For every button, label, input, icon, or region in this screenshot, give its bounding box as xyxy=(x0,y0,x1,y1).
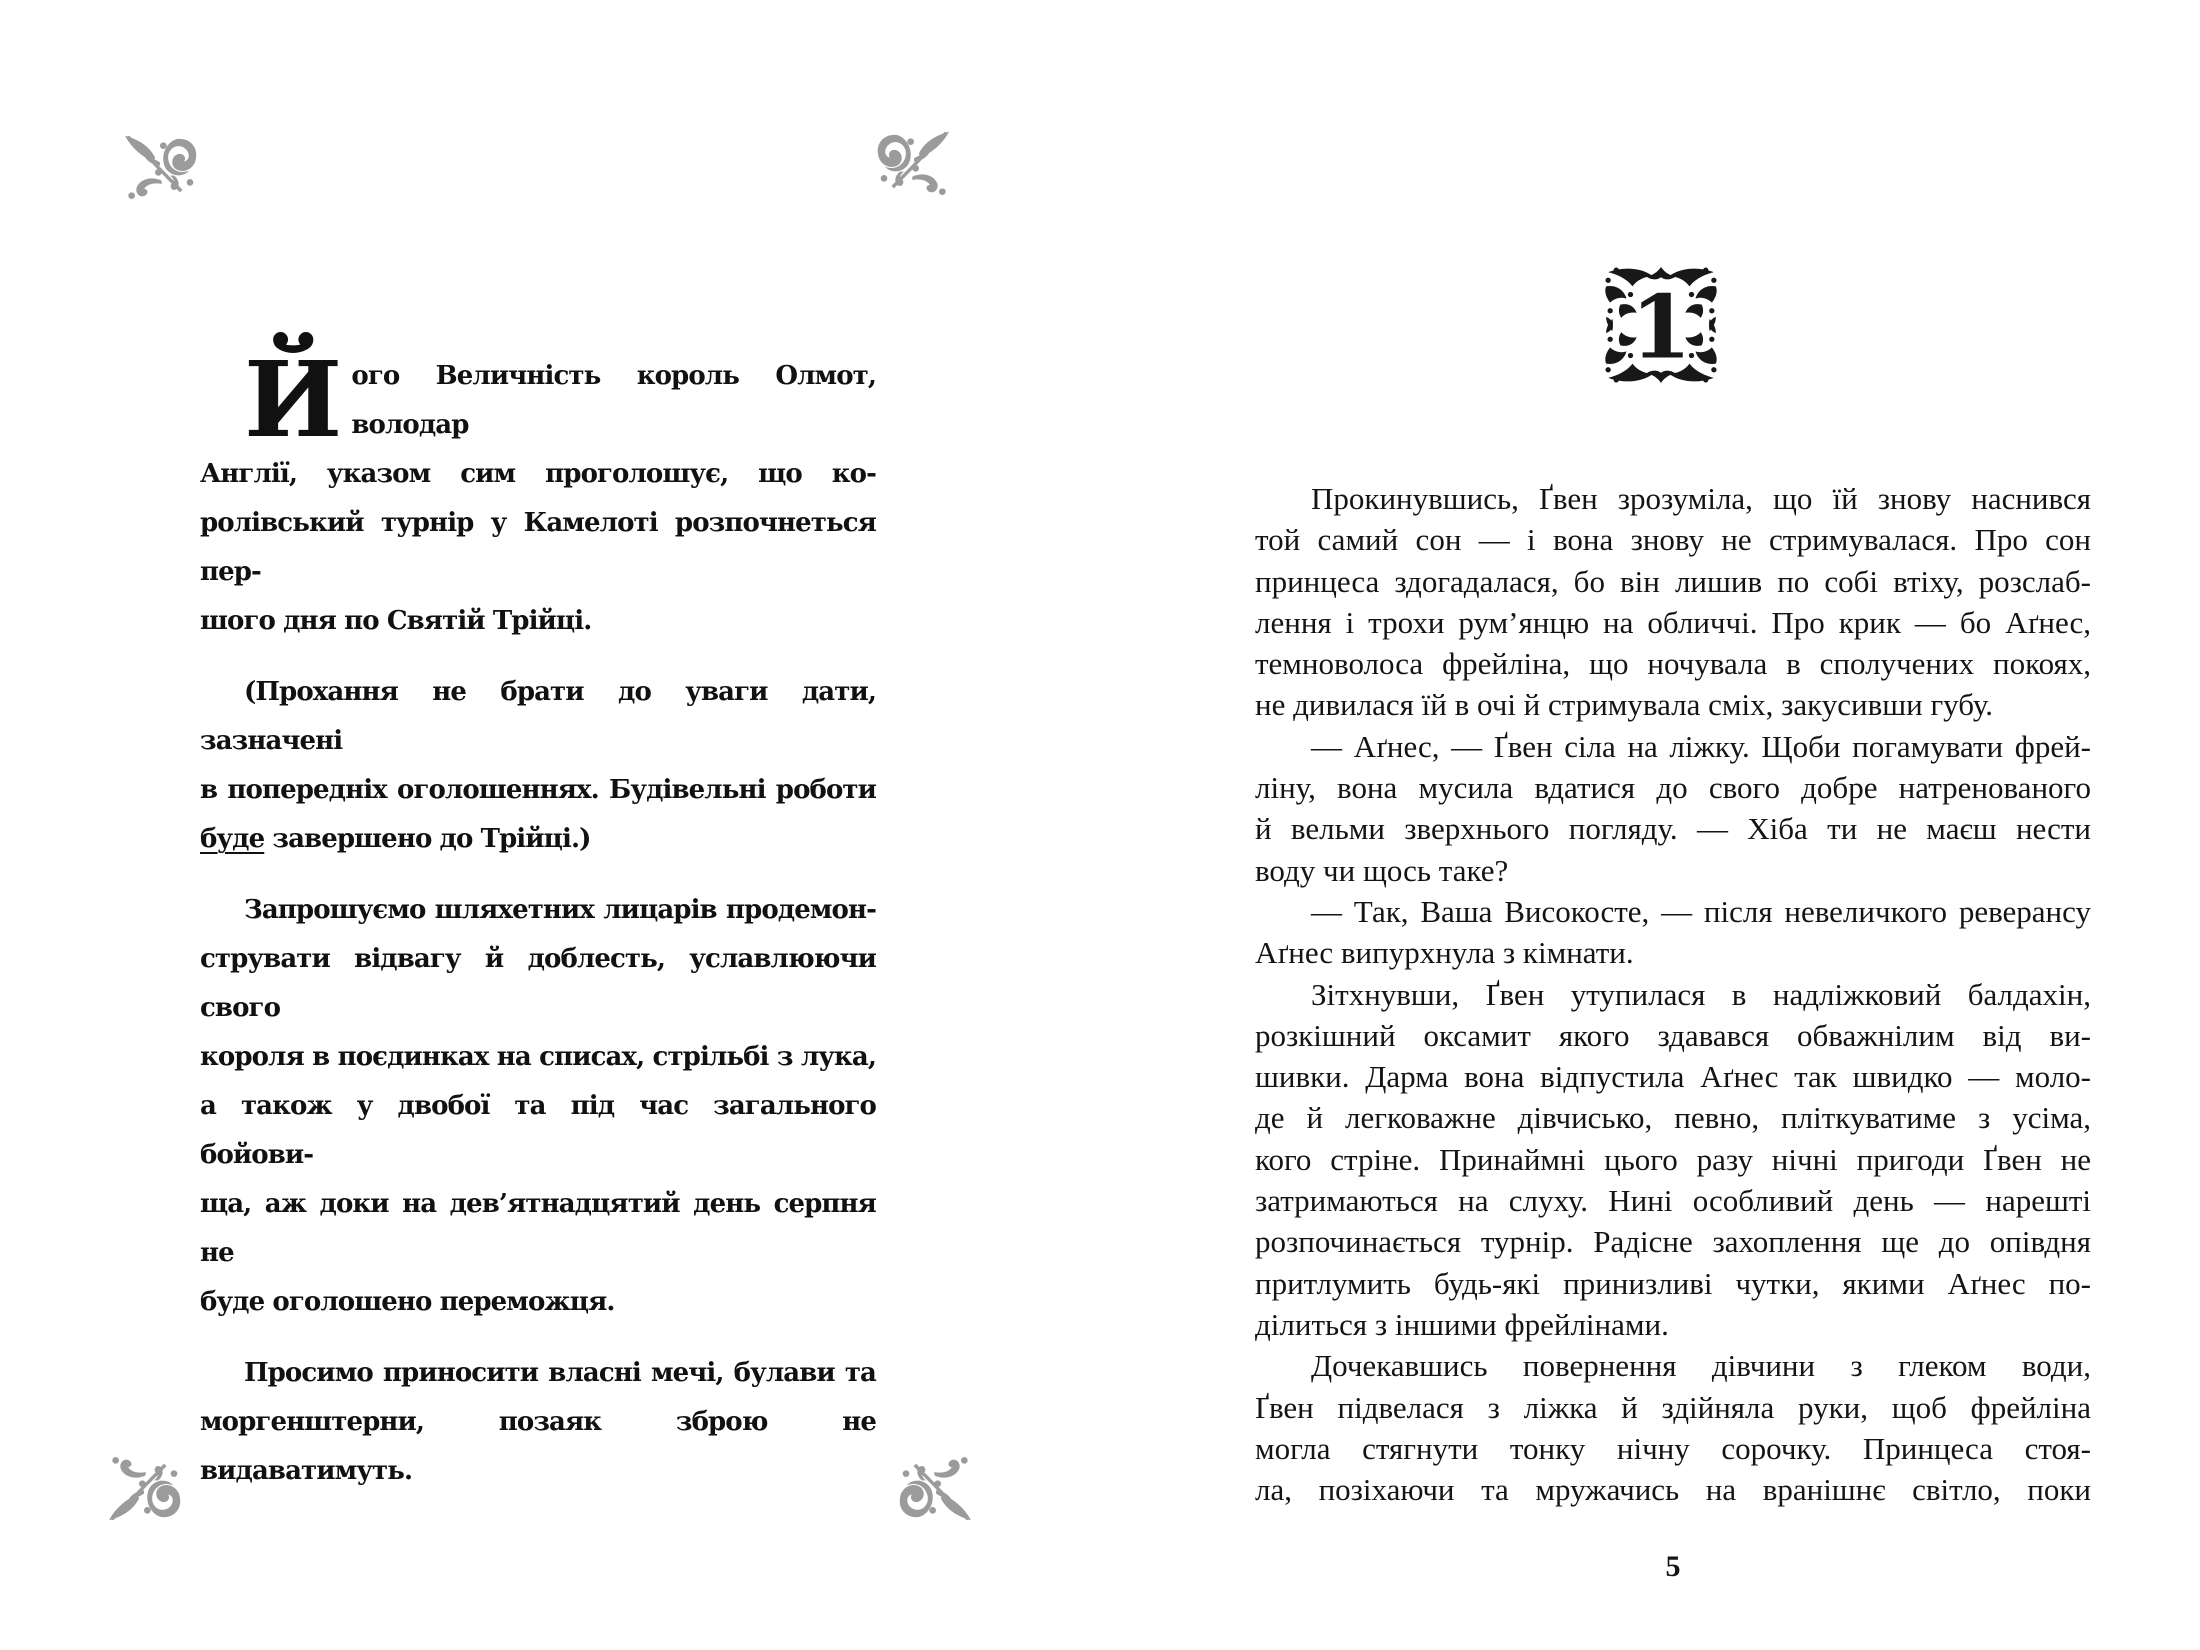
text-line: шого дня по Святій Трійці. xyxy=(200,606,592,636)
proclamation-paragraph xyxy=(200,668,876,864)
text-line: — Так, Ваша Високосте, — після невеличкого реверансу xyxy=(1311,893,2091,929)
proclamation-paragraph xyxy=(200,338,876,646)
text-line: ліну, вона мусила вдатися до свого добре натренованого xyxy=(1255,770,2091,806)
text-line: моргенштерни, позаяк зброю не видаватимуть. xyxy=(200,1407,876,1486)
chapter-number: 1 xyxy=(1630,275,1692,379)
chapter-ornament xyxy=(1600,264,1722,386)
text-line: Запрошуємо шляхетних лицарів продемон- xyxy=(244,895,876,925)
text-line: притлумить будь-які принизливі чутки, якими Аґнес по- xyxy=(1255,1265,2091,1301)
text-line: ла, позіхаючи та мружачись на вранішнє світло, поки xyxy=(1255,1472,2091,1508)
text-line: Зітхнувши, Ґвен утупилася в надліжковий балдахін, xyxy=(1311,976,2091,1012)
text-line-rest: завершено до Трійці.) xyxy=(264,824,591,854)
text-line: Прокинувшись, Ґвен зрозуміла, що їй знову наснився xyxy=(1311,481,2091,516)
text-line: буде оголошено переможця. xyxy=(200,1287,615,1317)
text-line: той самий сон — і вона знову не стримувалася. Про сон xyxy=(1255,522,2091,558)
text-line: ролівський турнір у Камелоті розпочнеться пер- xyxy=(200,508,876,587)
flourish-icon xyxy=(118,134,202,204)
right-page xyxy=(1100,0,2200,1650)
text-line: воду чи щось таке? xyxy=(1255,852,1509,888)
text-line: Дочекавшись повернення дівчини з глеком води, xyxy=(1311,1348,2091,1384)
text-line: ділиться з іншими фрейлінами. xyxy=(1255,1306,1669,1342)
proclamation-paragraph xyxy=(200,1349,876,1496)
flourish-icon xyxy=(894,1452,978,1522)
body-paragraph xyxy=(1255,478,2091,726)
proclamation-paragraph xyxy=(200,886,876,1327)
chapter-body xyxy=(1255,478,2091,1510)
text-line: розкішний оксамит якого здавався обважнілим від ви- xyxy=(1255,1017,2091,1053)
text-line: не дивилася їй в очі й стримувала сміх, закусивши губу. xyxy=(1255,687,1994,723)
flourish-icon xyxy=(872,130,956,200)
text-line: — Аґнес, — Ґвен сіла на ліжку. Щоби погамувати фрей- xyxy=(1311,728,2091,764)
text-line: де й легковажне дівчисько, певно, пліткуватиме з усіма, xyxy=(1255,1100,2091,1136)
text-line: Ґвен підвелася з ліжка й здійняла руки, щоб фрейліна xyxy=(1255,1389,2091,1425)
proclamation-text xyxy=(200,338,876,1496)
text-line: Аґнес випурхнула з кімнати. xyxy=(1255,935,1634,971)
text-line: темноволоса фрейліна, що ночувала в сполучених покоях, xyxy=(1255,646,2091,682)
text-line: шивки. Дарма вона відпустила Аґнес так швидко — моло- xyxy=(1255,1059,2091,1095)
text-line: могла стягнути тонку нічну сорочку. Принцеса стоя- xyxy=(1255,1430,2091,1466)
underlined-word: буде xyxy=(200,824,265,854)
text-line: лення і трохи рум’янцю на обличчі. Про крик — бо Аґнес, xyxy=(1255,604,2091,640)
text-line: струвати відвагу й доблесть, уславлюючи свого xyxy=(200,944,876,1023)
text-line: й вельми зверхнього погляду. — Хіба ти не маєш нести xyxy=(1255,811,2091,847)
body-paragraph xyxy=(1255,1345,2091,1510)
text-line: ого Величність король Олмот, володар xyxy=(351,361,876,440)
text-line: затримаються на слуху. Нині особливий день — нарешті xyxy=(1255,1183,2091,1219)
text-line: короля в поєдинках на списах, стрільбі з лука, xyxy=(200,1042,876,1072)
text-line: в попередніх оголошеннях. Будівельні роботи xyxy=(200,775,876,805)
body-paragraph xyxy=(1255,726,2091,891)
text-line: а також у двобої та під час загального бойови- xyxy=(200,1091,876,1170)
text-line: ща, аж доки на дев’ятнадцятий день серпня не xyxy=(200,1189,876,1268)
text-line: Англії, указом сим проголошує, що ко- xyxy=(200,459,876,489)
drop-cap: Й xyxy=(244,338,342,461)
flourish-icon xyxy=(102,1452,186,1522)
text-line: (Прохання не брати до уваги дати, зазначені xyxy=(200,677,876,756)
text-line: принцеса здогадалася, бо він лишив по собі втіху, розслаб- xyxy=(1255,563,2091,599)
page-number: 5 xyxy=(1665,1550,1681,1583)
text-line: кого стріне. Принаймні цього разу нічні пригоди Ґвен не xyxy=(1255,1141,2091,1177)
text-line xyxy=(200,815,876,864)
body-paragraph xyxy=(1255,974,2091,1346)
text-line: розпочинається турнір. Радісне захоплення ще до опівдня xyxy=(1255,1224,2091,1260)
text-line: Просимо приносити власні мечі, булави та xyxy=(244,1358,876,1388)
body-paragraph xyxy=(1255,891,2091,974)
